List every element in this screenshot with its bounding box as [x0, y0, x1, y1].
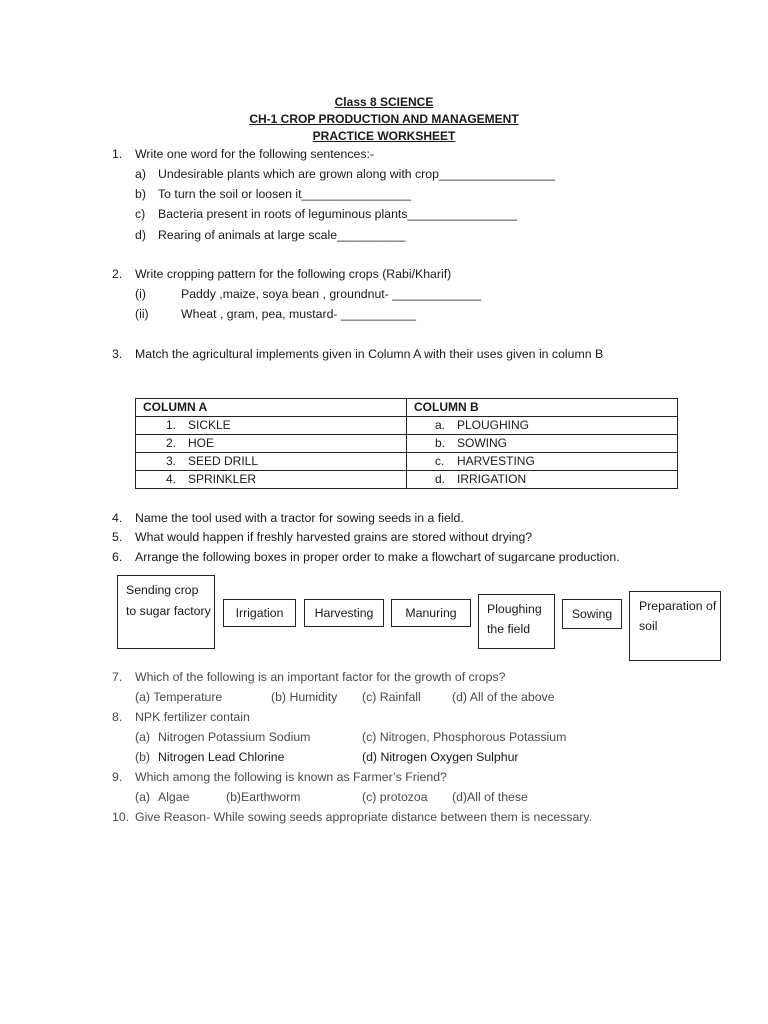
column-b-cell — [407, 417, 678, 435]
flow-box-sending-crop — [117, 575, 215, 649]
q3-number: 3. — [112, 347, 123, 361]
column-b-value: IRRIGATION — [457, 472, 527, 486]
q6-number: 6. — [112, 550, 123, 564]
q5-text: What would happen if freshly harvested grains are stored without drying? — [135, 530, 533, 544]
q8-option-a-label: (a) — [135, 730, 151, 744]
flow-box-harvesting — [304, 599, 384, 627]
flow-box-sending-crop-label: Sending crop to sugar factory — [126, 583, 211, 618]
column-b-cell — [407, 453, 678, 471]
q1-item-b-label: b) — [135, 187, 146, 201]
q9-option-d: (d)All of these — [452, 790, 528, 804]
q1-item-a-text: Undesirable plants which are grown along with crop_________________ — [158, 167, 556, 181]
flow-box-preparation — [629, 591, 721, 661]
worksheet-chapter-title: CH-1 CROP PRODUCTION AND MANAGEMENT — [249, 112, 519, 126]
flow-box-sowing-label: Sowing — [571, 607, 613, 621]
flow-box-ploughing-label: Ploughing the field — [487, 602, 542, 636]
flow-box-ploughing — [478, 594, 555, 649]
flow-box-preparation-label: Preparation of soil — [639, 599, 717, 633]
column-a-number: 4. — [166, 472, 177, 486]
q9-option-b: (b)Earthworm — [226, 790, 301, 804]
column-a-header: COLUMN A — [136, 399, 407, 417]
q8-option-c: (c) Nitrogen, Phosphorous Potassium — [362, 730, 567, 744]
flow-box-manuring-label: Manuring — [405, 606, 457, 620]
flow-box-irrigation-label: Irrigation — [235, 606, 284, 620]
q1-text: Write one word for the following sentences:- — [135, 147, 374, 161]
q8-option-b-label: (b) — [135, 750, 151, 764]
q1-item-c-label: c) — [135, 207, 146, 221]
q10-number: 10. — [112, 810, 130, 824]
q1-item-a-label: a) — [135, 167, 146, 181]
q1-item-d-label: d) — [135, 228, 146, 242]
column-a-number: 2. — [166, 436, 177, 450]
table-row — [136, 471, 678, 489]
q3-text: Match the agricultural implements given in Column A with their uses given in column B — [135, 347, 604, 361]
q7-option-d: (d) All of the above — [452, 690, 555, 704]
q2-number: 2. — [112, 267, 123, 281]
flow-box-irrigation — [223, 599, 296, 627]
flow-box-manuring — [391, 599, 471, 627]
q7-text: Which of the following is an important factor for the growth of crops? — [135, 670, 506, 684]
column-b-letter: d. — [435, 472, 446, 486]
flow-box-harvesting-label: Harvesting — [314, 606, 374, 620]
q2-text: Write cropping pattern for the following crops (Rabi/Kharif) — [135, 267, 452, 281]
q7-option-a: (a) Temperature — [135, 690, 223, 704]
q5-number: 5. — [112, 530, 123, 544]
q4-number: 4. — [112, 511, 123, 525]
q8-option-d: (d) Nitrogen Oxygen Sulphur — [362, 750, 519, 764]
column-b-value: SOWING — [457, 436, 507, 450]
column-b-value: PLOUGHING — [457, 418, 530, 432]
q8-option-b: Nitrogen Lead Chlorine — [158, 750, 285, 764]
column-a-value: SPRINKLER — [188, 472, 257, 486]
q4-text: Name the tool used with a tractor for sowing seeds in a field. — [135, 511, 464, 525]
column-b-letter: a. — [435, 418, 446, 432]
q6-text: Arrange the following boxes in proper order to make a flowchart of sugarcane production. — [135, 550, 620, 564]
flow-box-sowing — [562, 599, 622, 629]
table-row — [136, 417, 678, 435]
column-b-letter: c. — [435, 454, 445, 468]
q2-item-ii-text: Wheat , gram, pea, mustard- ___________ — [181, 307, 417, 321]
q7-option-b: (b) Humidity — [271, 690, 338, 704]
column-a-number: 1. — [166, 418, 177, 432]
column-a-cell — [136, 471, 407, 489]
column-a-value: HOE — [188, 436, 215, 450]
column-a-cell — [136, 453, 407, 471]
q7-number: 7. — [112, 670, 123, 684]
q9-text: Which among the following is known as Farmer’s Friend? — [135, 770, 447, 784]
worksheet-class-title: Class 8 SCIENCE — [334, 95, 434, 109]
column-a-cell — [136, 435, 407, 453]
q7-option-c: (c) Rainfall — [362, 690, 421, 704]
q1-item-b-text: To turn the soil or loosen it________________ — [158, 187, 411, 201]
worksheet-subtitle: PRACTICE WORKSHEET — [312, 129, 456, 143]
q2-item-i-text: Paddy ,maize, soya bean , groundnut- _____________ — [181, 287, 482, 301]
column-a-number: 3. — [166, 454, 177, 468]
column-b-letter: b. — [435, 436, 446, 450]
match-table-header — [136, 399, 678, 417]
column-a-cell — [136, 417, 407, 435]
q9-option-a-label: (a) — [135, 790, 151, 804]
q9-number: 9. — [112, 770, 123, 784]
q8-option-a: Nitrogen Potassium Sodium — [158, 730, 311, 744]
q1-item-d-text: Rearing of animals at large scale__________ — [158, 228, 406, 242]
column-a-value: SICKLE — [188, 418, 231, 432]
q9-option-c: (c) protozoa — [362, 790, 428, 804]
match-table — [135, 398, 678, 489]
column-b-header: COLUMN B — [407, 399, 678, 417]
q10-text: Give Reason- While sowing seeds appropriate distance between them is necessary. — [135, 810, 593, 824]
column-a-value: SEED DRILL — [188, 454, 259, 468]
table-row — [136, 435, 678, 453]
column-b-cell — [407, 435, 678, 453]
q9-option-a: Algae — [158, 790, 190, 804]
column-b-value: HARVESTING — [457, 454, 535, 468]
q8-text: NPK fertilizer contain — [135, 710, 250, 724]
q8-number: 8. — [112, 710, 123, 724]
q1-number: 1. — [112, 147, 123, 161]
q2-item-i-label: (i) — [135, 287, 146, 301]
table-row — [136, 453, 678, 471]
q1-item-c-text: Bacteria present in roots of leguminous plants________________ — [158, 207, 517, 221]
q2-item-ii-label: (ii) — [135, 307, 149, 321]
column-b-cell — [407, 471, 678, 489]
